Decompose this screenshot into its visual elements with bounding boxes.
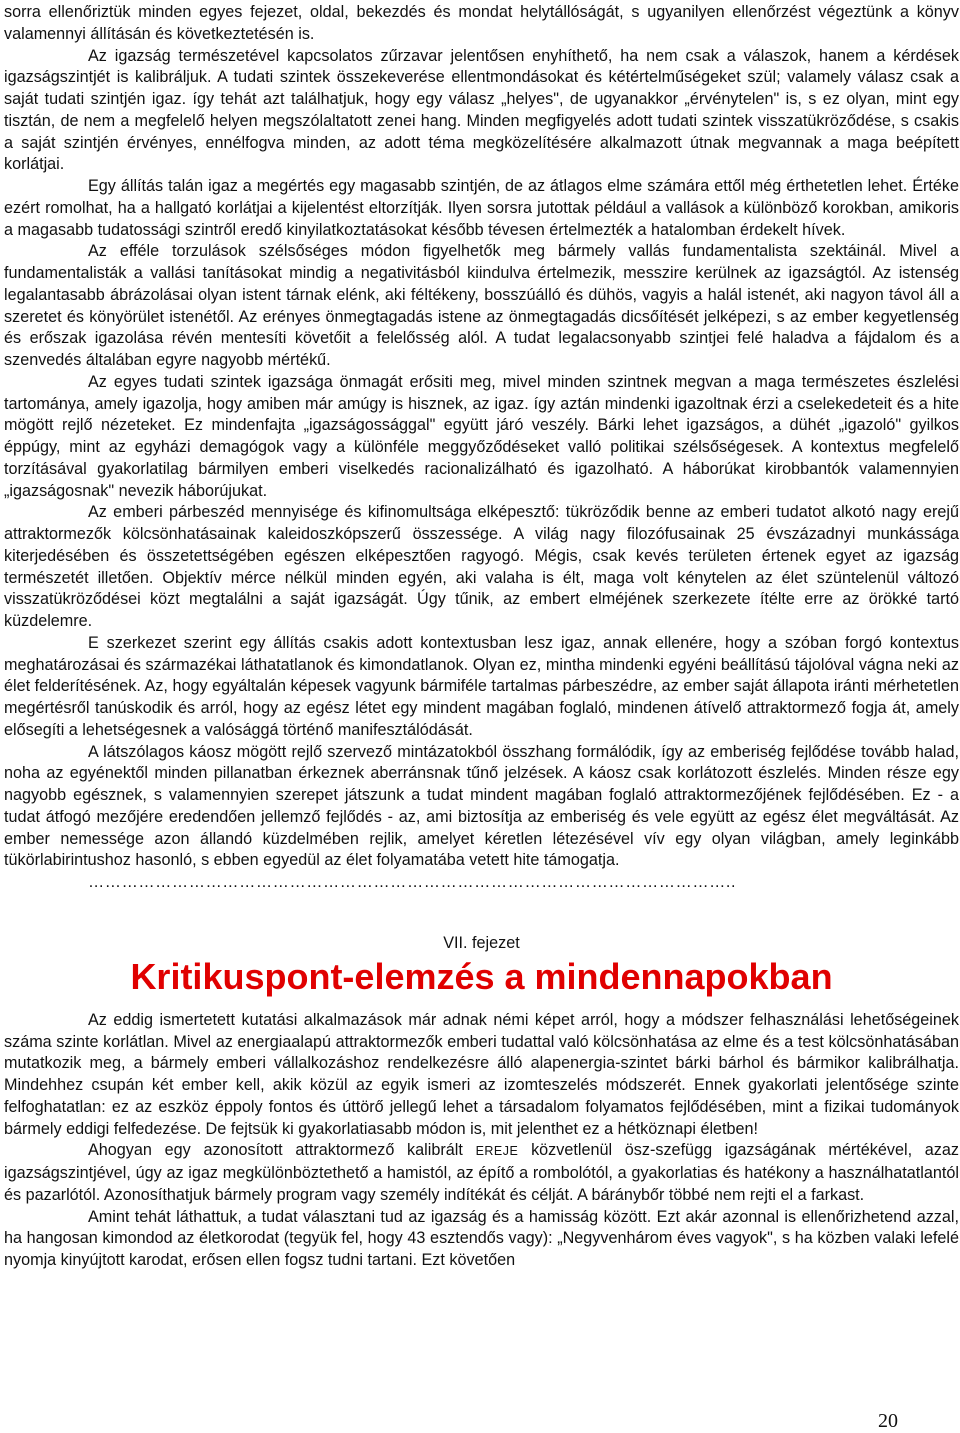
paragraph: A látszólagos káosz mögött rejlő szervező mintázatokból összhang formálódik, így az emberiség fejlődése tovább halad, noha az egyénektől minden pillanatban érkeznek aberránsnak tűnő jelzések. A káosz csak korlátozott észlelés. Minden része egy nagyobb egésznek, s valamennyien szerepet játszunk a tudat mindent magában foglaló attraktormezőjének fejlődésében. Ez - a tudat átfogó mezőjére eredendően jellemző fejlődés - az, ami biztosítja az emberiség és vele együtt az egész élet megváltását. Az ember nemessége azon állandó küzdelmében rejlik, amelyet kéretlen létezésével vív egy olyan világban, amely leginkább tükörlabirintushoz hasonló, s ebben egyedül az élet folyamatába vetett hite támogatja.	[4, 742, 959, 870]
paragraph: Az emberi párbeszéd mennyisége és kifinomultsága elképesztő: tükröződik benne az emberi tudatot alkotó nagy erejű attraktormezők kölcsönhatásainak kaleidoszkópszerű összessége. A világ nagy filozófusainak 25 évszázadnyi munkássága kiterjedésében és összetettségében egészen elképesztően ragyogó. Mégis, csak kevés területen értenek egyet az igazság természetét illetően. Objektív mérce nélkül minden egyén, aki valaha is élt, maga volt kénytelen az élet szüntelenül változó visszatükröződései közt megtalálni a saját igazságát. Úgy tűnik, az embert elméjének szerkezete ítélte erre az örökké tartó küzdelemre.	[4, 503, 959, 630]
paragraph: Az efféle torzulások szélsőséges módon figyelhetők meg bármely vallás fundamentalista szektáinál. Mivel a fundamentalisták a vallási tanításokat mindig a negativitásból kiindulva értelmezik, messzire kerülnek az igazságtól. Az istenség legalantasabb ábrázolásai olyan istent tárnak elénk, aki féltékeny, bosszúálló és dühös, vagyis a halál istenét, aki nagyon távol áll a szeretet és könyörület istenétől. Az erényes önmegtagadás istene az önmegtagadás dicsőítését jelképezi, s az ember kegyetlenség és erőszak igazolása révén mentesíti követőit a felelősség alól. A tudat legalacsonyabb szintjei felé haladva a fájdalom és a szenvedés általában egyre nagyobb mértékű.	[4, 242, 959, 369]
document-page	[4, 2, 959, 1272]
text-run: közvetlenül ösz-szefügg igazságának mértékével, azaz igazságszintjével, úgy az igaz megkülönböztethető a hamistól, az építő a rombolótól, a gyakorlatias és hatékony a használhatatlantól és pazarlótól. Azonosíthatjuk bármely program vagy személy indítékát és célját. A báránybőr többé nem rejti el a farkast.	[4, 1141, 959, 1204]
paragraph: sorra ellenőriztük minden egyes fejezet, oldal, bekezdés és mondat helytállóságát, s ugyanilyen ellenőrzést végeztünk a könyv valamennyi állításán és következtetésén is.	[4, 3, 959, 43]
paragraph	[4, 1140, 959, 1206]
paragraph: E szerkezet szerint egy állítás csakis adott kontextusban lesz igaz, annak ellenére, hogy a szóban forgó kontextus meghatározásai és származékai láthatatlanok és kimondatlanok. Olyan ez, mintha mindenki egyéni beállítású tájolóval vágna neki az élet felderítésének. Az, hogy egyáltalán képesek vagyunk bármiféle tartalmas párbeszédre, az ember saját állapota iránti mérhetetlen megértésről tanúskodik és arról, hogy az egész létet egy mindent magában foglaló, mindenen átívelő attraktormező fogja át, amely elősegíti a lehetségesnek a valósággá történő manifesztálódását.	[4, 633, 959, 739]
section-separator: ……………………………………………………………………………………………………..	[88, 873, 737, 891]
paragraph: Az egyes tudati szintek igazsága önmagát erősiti meg, mivel minden szintnek megvan a maga természetes észlelési tartománya, amely igazolja, hogy amiben már amúgy is hisznek, az igaz. így aztán mindenki igazoltnak érzi a cselekedeteit és a hite mögött rejlő nézeteket. Ez mindenfajta „igazságossággal" együtt járó veszély. Bárki lehet igazságos, a dühét „igazoló" gyilkos éppúgy, mint az egyházi demagógok vagy a különféle meggyőződéseket valló politikai szélsőségesek. A kontextus megfelelő torzításával gyakorlatilag bármilyen emberi viselkedés racionalizálható és igazolható. A háborúkat kirobbantók valamennyien „igazságosnak" nevezik háborújukat.	[4, 372, 959, 500]
paragraph: Az igazság természetével kapcsolatos zűrzavar jelentősen enyhíthető, ha nem csak a válaszok, hanem a kérdések igazságszintjét is kalibráljuk. A tudati szintek összekeverése ellentmondásokat és kétértelműségeket szül; valamely válasz csak a saját tudati szintjén igaz. így tehát azt találhatjuk, hogy egy válasz „helyes", de ugyanakkor „érvénytelen" is, s ez olyan, mint egy tisztán, de nem a megfelelő helyen megszólaltatott zenei hang. Minden megfigyelés adott tudati szintek visszatükröződése, s csakis a saját szintjén érvényes, ennélfogva minden, az adott téma megközelítésére alkalmazott útnak megvannak a maga beépített korlátjai.	[4, 46, 959, 174]
smallcaps-term: EREJE	[475, 1144, 519, 1159]
paragraph: Amint tehát láthattuk, a tudat választani tud az igazság és a hamisság között. Ezt akár azonnal is ellenőrizhetend azzal, ha hangosan kimondod az életkorodat (tegyük fel, hogy 43 esztendős vagy): „Negyvenhárom éves vagyok", s ha közben valaki lefelé nyomja kinyújtott karodat, erősen ellen fogsz tudni tartani. Ezt követően	[4, 1207, 959, 1269]
chapter-body	[4, 1010, 959, 1272]
text-run: Ahogyan egy azonosított attraktormező kalibrált	[88, 1141, 476, 1160]
paragraph: Egy állítás talán igaz a megértés egy magasabb szintjén, de az átlagos elme számára ettől még érthetetlen lehet. Értéke ezért romolhat, ha a hallgató korlátjai a kijelentést eltorzítják. Ilyen sorsra jutottak például a vallások a különböző korokban, amikoris a magasabb tudatossági szintről eredő kinyilatkoztatásokat később tévesen értelmezték a hatalomban érdekelt hívek.	[4, 177, 959, 239]
chapter-number: VII. fejezet	[443, 933, 520, 952]
body-text	[4, 2, 959, 872]
paragraph: Az eddig ismertetett kutatási alkalmazások már adnak némi képet arról, hogy a módszer felhasználási lehetőségeinek száma szinte korlátlan. Mivel az energiaalapú attraktormezők emberi tudattal való kölcsönhatása az elme és a test kölcsönhatásában mutatkozik meg, a bármely emberi vállalkozáshoz rendelkezésre álló alapenergia-szintet bárki bárhol és bármikor kalibrálhatja. Mindehhez csupán két ember kell, akik közül az egyik ismeri az izomteszelés módszerét. Ennek gyakorlati jelentősége szinte felfoghatatlan: ez az eszköz éppoly fontos és úttörő jellegű lehet a társadalom folyamatos fejlődésében, mint a fizikai tudományok bármely eddigi felfedezése. De fejtsük ki gyakorlatiasabb módon is, mit jelenthet ez a hétköznapi életben!	[4, 1010, 959, 1138]
page-number: 20	[878, 1410, 898, 1432]
chapter-title: Kritikuspont-elemzés a mindennapokban	[130, 955, 833, 997]
